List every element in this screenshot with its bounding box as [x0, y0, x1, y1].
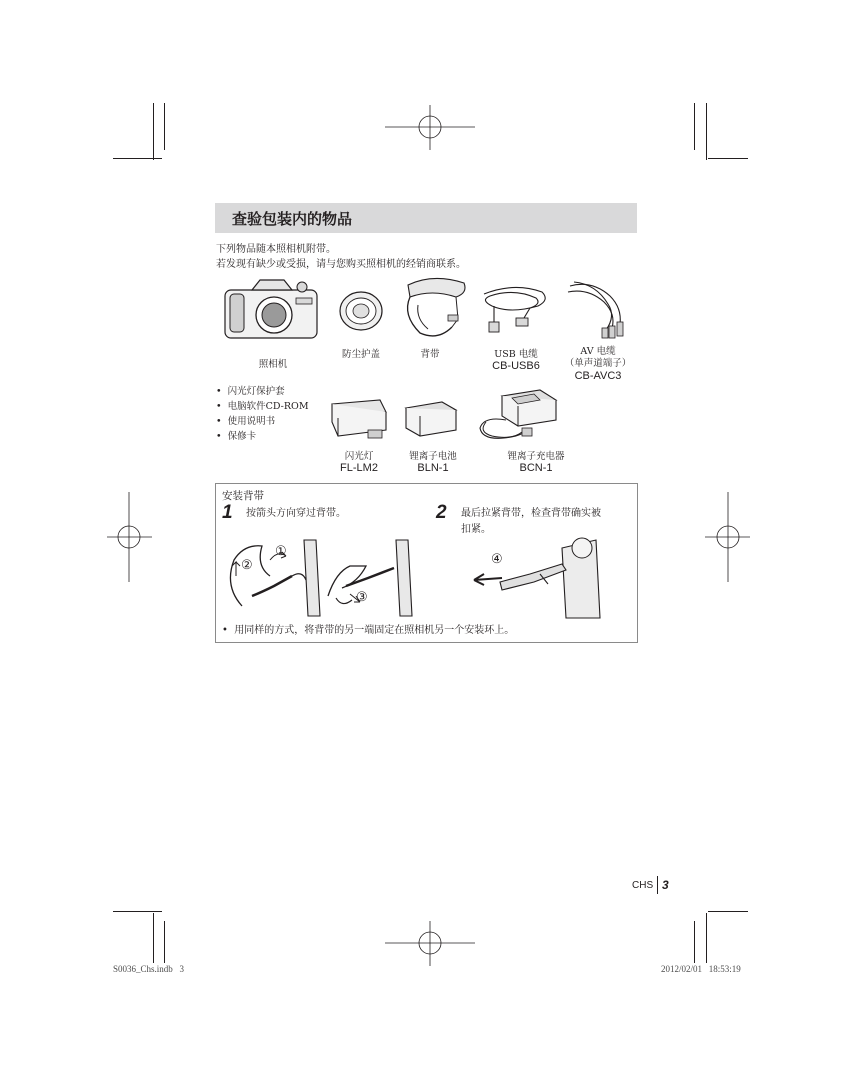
language-label: CHS: [632, 880, 654, 891]
footer-file: S0036_Chs.indb 3: [113, 964, 185, 974]
body-cap-illustration: [338, 290, 384, 332]
registration-mark-bottom: [385, 921, 475, 966]
bullet-icon: •: [222, 625, 235, 636]
list-item: • 保修卡: [216, 429, 309, 444]
caption-battery: 锂离子电池 BLN-1: [398, 448, 468, 474]
caption-av-cable: AV 电缆 （单声道端子） CB-AVC3: [560, 346, 636, 382]
step-2-number: 2: [436, 502, 447, 523]
strap-step-1a-illustration: [222, 536, 322, 618]
section-title: 查验包装内的物品: [232, 210, 353, 228]
model-av-cable: CB-AVC3: [574, 370, 622, 382]
page-number: 3: [662, 878, 669, 892]
registration-mark-top: [385, 105, 475, 150]
mark-4: ④: [491, 551, 503, 566]
step-1-number: 1: [222, 502, 233, 523]
registration-mark-left: [107, 492, 152, 582]
strap-note: • 用同样的方式，将背带的另一端固定在照相机另一个安装环上。: [222, 625, 515, 636]
usb-cable-illustration: [478, 280, 550, 338]
caption-camera: 照相机: [258, 359, 288, 370]
bundled-items-list: [216, 384, 309, 444]
caption-strap: 背带: [420, 349, 440, 360]
strap-title: 安装背带: [222, 490, 264, 502]
caption-body-cap: 防尘护盖: [341, 349, 380, 360]
model-usb-cable: CB-USB6: [492, 360, 540, 372]
list-item: • 电脑软件CD-ROM: [216, 399, 309, 414]
footer-datetime: 2012/02/01 18:53:19: [661, 964, 741, 974]
caption-charger: 锂离子充电器 BCN-1: [496, 448, 576, 474]
registration-mark-right: [705, 492, 750, 582]
mark-3: ③: [356, 589, 368, 604]
model-charger: BCN-1: [519, 462, 553, 474]
step-1-text: 按箭头方向穿过背带。: [246, 508, 346, 519]
camera-illustration: [222, 278, 322, 343]
intro-line-2: 若发现有缺少或受损，请与您购买照相机的经销商联系。: [216, 259, 466, 270]
charger-illustration: [476, 386, 560, 446]
caption-flash: 闪光灯 FL-LM2: [328, 448, 390, 474]
list-item: • 使用说明书: [216, 414, 309, 429]
strap-illustration: [398, 275, 473, 345]
caption-usb-cable: USB 电缆 CB-USB6: [478, 346, 554, 372]
mark-1: ①: [275, 543, 287, 558]
model-battery: BLN-1: [417, 462, 449, 474]
model-flash: FL-LM2: [340, 462, 378, 474]
flash-illustration: [328, 396, 390, 442]
strap-step-1b-illustration: [322, 536, 414, 618]
intro-line-1: 下列物品随本照相机附带。: [216, 244, 336, 255]
av-cable-illustration: [562, 278, 634, 340]
strap-step-2-illustration: [470, 530, 610, 620]
page-divider: [657, 876, 658, 894]
step-2-text: 最后拉紧背带，检查背带确实被 扣紧。: [461, 508, 601, 535]
battery-illustration: [402, 398, 460, 438]
list-item: • 闪光灯保护套: [216, 384, 309, 399]
mark-2: ②: [241, 557, 253, 572]
